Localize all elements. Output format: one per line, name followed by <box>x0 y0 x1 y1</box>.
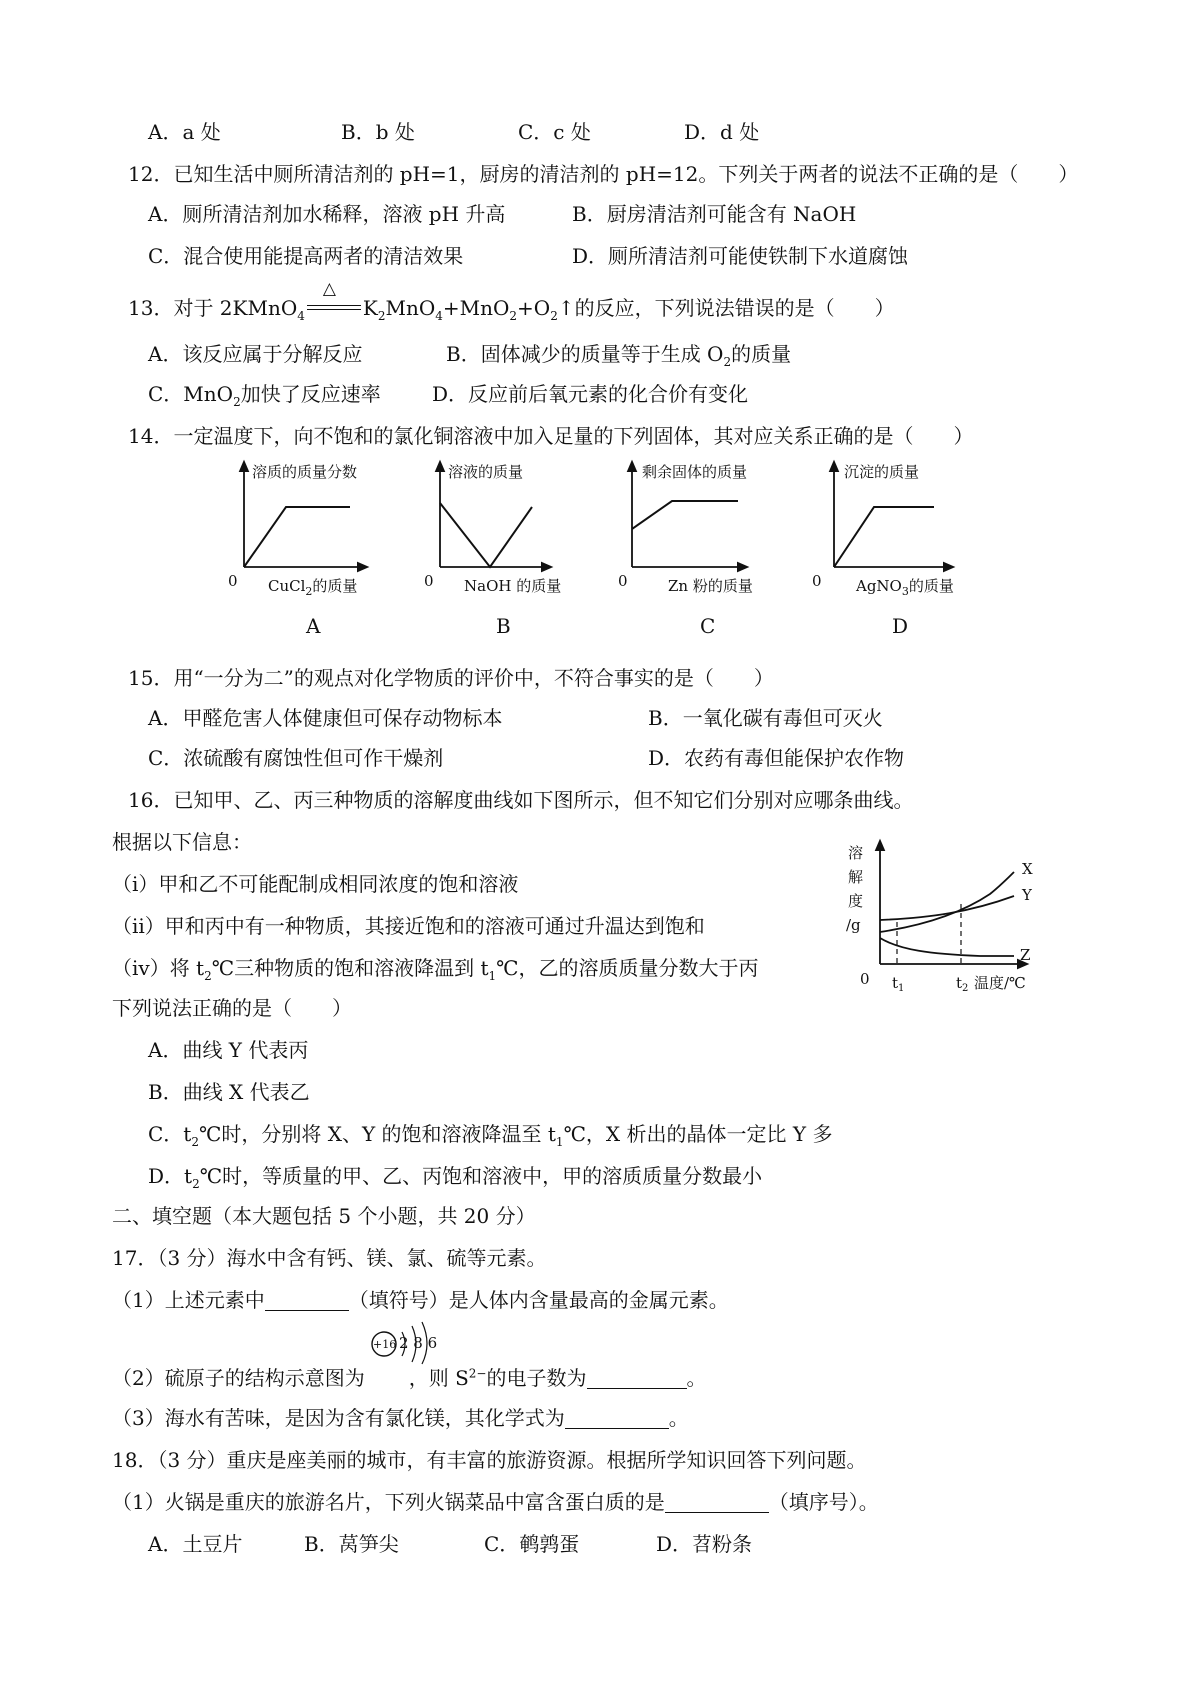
section-2-title: 二、填空题（本大题包括 5 个小题，共 20 分） <box>112 1204 536 1228</box>
q15-option-c: C．浓硫酸有腐蚀性但可作干燥剂 <box>148 746 444 770</box>
q13-option-c: C．MnO$_2$加快了反应速率 <box>148 382 381 409</box>
heat-equals-sign <box>305 279 363 317</box>
graph-a-xlabel: CuCl$_2$的质量 <box>268 577 358 598</box>
graph-c-xlabel: Zn 粉的质量 <box>668 577 753 595</box>
subscript: 2 <box>550 309 558 323</box>
graph-d-xlabel: AgNO$_3$的质量 <box>856 577 954 598</box>
graph-c <box>618 463 753 638</box>
graph-c-ylabel: 剩余固体的质量 <box>642 463 748 481</box>
svg-text:溶: 溶 <box>848 844 864 862</box>
q13-product-c: +MnO <box>442 296 510 320</box>
q18-part1: （1）火锅是重庆的旅游名片，下列火锅菜品中富含蛋白质的是 （填序号）。 <box>112 1490 879 1514</box>
svg-text:Z: Z <box>1020 946 1031 964</box>
q18-option-d: D．苕粉条 <box>656 1532 753 1556</box>
svg-text:X: X <box>1022 860 1033 878</box>
q12-option-b: B．厨房清洁剂可能含有 NaOH <box>572 202 857 226</box>
subscript: 4 <box>435 309 443 323</box>
graph-a-ylabel: 溶质的质量分数 <box>252 463 358 481</box>
q17-part1: （1）上述元素中 （填符号）是人体内含量最高的金属元素。 <box>112 1288 729 1312</box>
q17-stem: 17．（3 分）海水中含有钙、镁、氯、硫等元素。 <box>112 1246 547 1270</box>
q16-ask: 下列说法正确的是（ ） <box>112 996 352 1020</box>
svg-text:Y: Y <box>1022 886 1032 904</box>
graph-b-ylabel: 溶液的质量 <box>448 463 524 481</box>
q16-option-b: B．曲线 X 代表乙 <box>148 1080 310 1104</box>
q13-option-b: B．固体减少的质量等于生成 $O_2$的质量 <box>446 342 792 369</box>
svg-text:0: 0 <box>228 572 238 590</box>
q15-option-b: B．一氧化碳有毒但可灭火 <box>648 706 883 730</box>
q15-option-d: D．农药有毒但能保护农作物 <box>648 746 905 770</box>
q13-product-b: MnO <box>385 296 436 320</box>
answer-blank[interactable] <box>587 1368 687 1389</box>
svg-text:t1: $t_1$ <box>892 974 905 994</box>
q13-stem <box>128 279 895 323</box>
graph-d <box>812 463 954 638</box>
q12-option-d: D．厕所清洁剂可能使铁制下水道腐蚀 <box>572 244 909 268</box>
svg-text:度: 度 <box>848 892 864 910</box>
svg-text:0: 0 <box>618 572 628 590</box>
q13-option-d: D．反应前后氧元素的化合价有变化 <box>432 382 749 406</box>
svg-text:t2: $t_2$ <box>956 974 969 994</box>
q15-option-a: A．甲醛危害人体健康但可保存动物标本 <box>148 706 503 730</box>
q18-option-a: A．土豆片 <box>148 1532 243 1556</box>
sulfur-atom-diagram <box>366 1310 446 1366</box>
q18-stem: 18．（3 分）重庆是座美丽的城市，有丰富的旅游资源。根据所学知识回答下列问题。 <box>112 1448 867 1472</box>
q16-condition-i: （ⅰ）甲和乙不可能配制成相同浓度的饱和溶液 <box>112 872 519 896</box>
curve-z <box>880 938 1014 956</box>
subscript: 2 <box>377 309 386 323</box>
q13-prefix: 13．对于 2KMnO <box>128 296 298 320</box>
q11-option-c: C．c 处 <box>518 120 591 144</box>
svg-text:/g: /g <box>846 916 861 934</box>
svg-text:0: 0 <box>424 572 434 590</box>
answer-blank[interactable] <box>565 1408 669 1429</box>
answer-blank[interactable] <box>265 1290 349 1311</box>
graph-d-letter: D <box>892 614 909 638</box>
q18-option-b: B．莴笋尖 <box>304 1532 399 1556</box>
q11-option-b: B．b 处 <box>341 120 415 144</box>
graph-c-letter: C <box>700 614 716 638</box>
q18-option-c: C．鹌鹑蛋 <box>484 1532 580 1556</box>
q12-option-c: C．混合使用能提高两者的清洁效果 <box>148 244 464 268</box>
q13-option-a: A．该反应属于分解反应 <box>148 342 363 366</box>
q16-stem: 16．已知甲、乙、丙三种物质的溶解度曲线如下图所示，但不知它们分别对应哪条曲线。 <box>128 788 914 812</box>
q15-stem: 15．用“一分为二”的观点对化学物质的评价中，不符合事实的是（ ） <box>128 666 774 690</box>
q13-product-d: +O <box>517 296 551 320</box>
svg-text:+16: +16 <box>373 1338 397 1351</box>
solubility-graph <box>830 838 1050 998</box>
svg-text:0: 0 <box>860 970 870 988</box>
q11-option-a: A．a 处 <box>148 120 221 144</box>
q13-suffix: ↑的反应，下列说法错误的是（ ） <box>557 296 895 320</box>
q16-condition-ii: （ⅱ）甲和丙中有一种物质，其接近饱和的溶液可通过升温达到饱和 <box>112 914 705 938</box>
graph-d-ylabel: 沉淀的质量 <box>844 463 920 481</box>
q13-product-a: K <box>362 296 378 320</box>
q16-condition-iv: （ⅳ）将 $t_2℃$三种物质的饱和溶液降温到 $t_1℃$，乙的溶质质量分数大于丙 <box>112 956 759 983</box>
q12-stem: 12．已知生活中厕所清洁剂的 pH=1，厨房的清洁剂的 pH=12。下列关于两者的说法不正确的是（ ） <box>128 162 1079 186</box>
svg-text:温度/℃: 温度/℃ <box>974 974 1026 992</box>
svg-text:2 8 6: 2 8 6 <box>399 1334 438 1352</box>
q14-graphs <box>0 455 1200 655</box>
q11-option-d: D．d 处 <box>684 120 760 144</box>
subscript: 2 <box>509 309 518 323</box>
heat-symbol: △ <box>322 279 336 299</box>
q17-part2: （2）硫原子的结构示意图为 ，则 $S^{2-}$的电子数为 。 <box>112 1366 707 1390</box>
q14-stem: 14．一定温度下，向不饱和的氯化铜溶液中加入足量的下列固体，其对应关系正确的是（ ） <box>128 424 974 448</box>
graph-b-xlabel: NaOH 的质量 <box>464 577 562 595</box>
q16-option-a: A．曲线 Y 代表丙 <box>148 1038 309 1062</box>
svg-text:解: 解 <box>848 868 864 886</box>
subscript: 4 <box>297 309 305 323</box>
graph-a-letter: A <box>306 614 321 638</box>
q12-option-a: A．厕所清洁剂加水稀释，溶液 pH 升高 <box>148 202 506 226</box>
svg-text:0: 0 <box>812 572 822 590</box>
q16-info: 根据以下信息： <box>112 830 252 854</box>
answer-blank[interactable] <box>665 1492 769 1513</box>
graph-b-letter: B <box>496 614 511 638</box>
graph-b <box>424 463 561 638</box>
graph-a <box>228 463 364 638</box>
q16-option-c: C．$t_2℃$时，分别将 X、Y 的饱和溶液降温至 $t_1℃$，X 析出的晶体一定比 Y 多 <box>148 1122 833 1149</box>
q16-option-d: D．$t_2℃$时，等质量的甲、乙、丙饱和溶液中，甲的溶质质量分数最小 <box>148 1164 763 1191</box>
q17-part3: （3）海水有苦味，是因为含有氯化镁，其化学式为 。 <box>112 1406 689 1430</box>
